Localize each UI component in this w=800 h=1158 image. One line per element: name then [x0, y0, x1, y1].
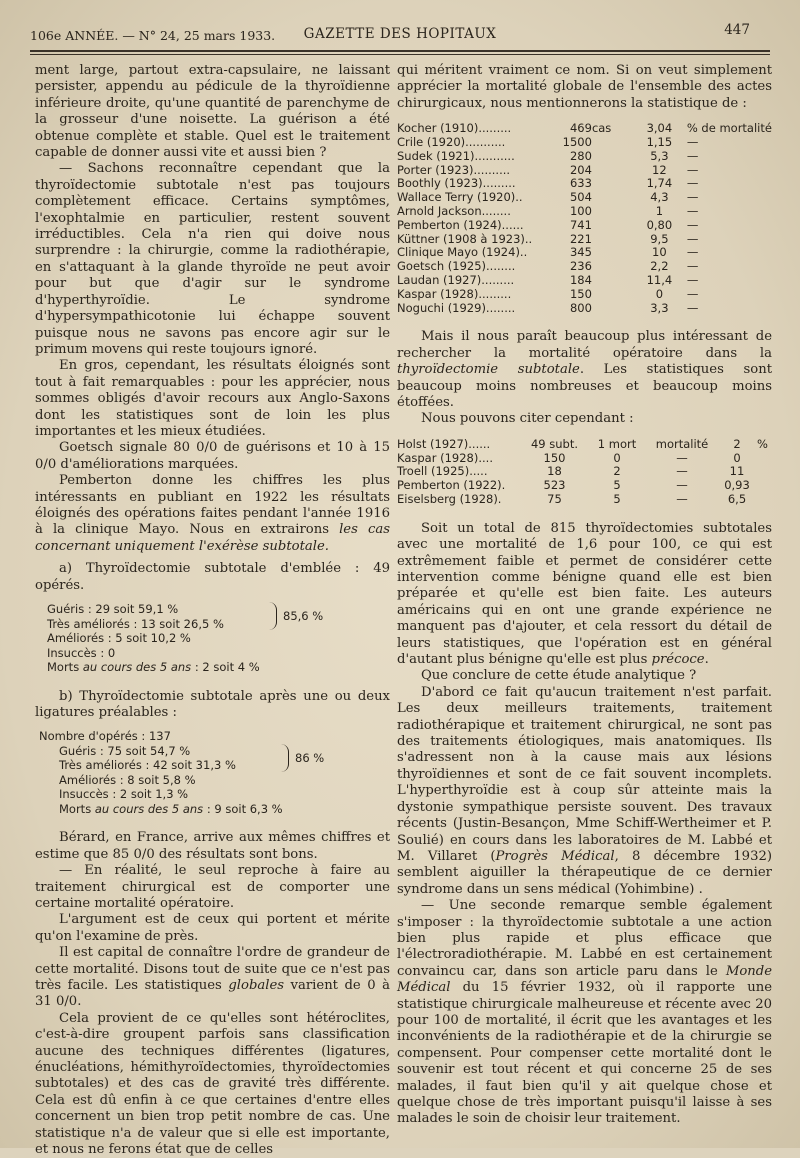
table-cell: cas: [591, 121, 612, 136]
paragraph: Nous pouvons citer cependant :: [421, 411, 634, 427]
paragraph: — En réalité, le seul reproche à faire au traitement chirurgical est de comporter une certaine mortalité opératoire.: [35, 863, 390, 911]
table-cell: —: [686, 217, 699, 232]
table-row: [397, 122, 772, 136]
table-cell: —: [676, 478, 688, 493]
table-cell: [592, 302, 632, 316]
table-cell: [757, 479, 772, 493]
table-cell: —: [686, 204, 699, 218]
paragraph: Cela provient de ce qu'elles sont hétéroclites, c'est-à-dire groupent parfois sans classification aucune des techniques différentes (ligatures, énucléations, hémithyroïdectomies, thyroïdectomies subtotales) et des cas de gravité très différente. Cela est dû enfin à ce que certaines d'entre elles concernent un bien trop petit nombre de cas. Une statistique n'a de valeur que si elle est importante, et nous ne ferons état que de celles: [35, 1010, 390, 1158]
stat-line: Morts au cours des 5 ans : 2 soit 4 %: [47, 660, 260, 674]
paragraph: Goetsch signale 80 0/0 de guérisons et 10 à 15 0/0 d'améliorations marquées.: [35, 440, 390, 472]
paragraph: En gros, cependant, les résultats éloignés sont tout à fait remarquables : pour les apprécier, nous sommes obligés d'avoir recours aux Anglo-Saxons dont les statistiques sont de loin les plus importantes et les mieux étudiées.: [35, 358, 390, 439]
table-cell: 9,5: [650, 231, 669, 246]
table-cell: [592, 246, 632, 260]
table-cell: —: [686, 286, 699, 301]
table-cell: —: [686, 231, 699, 246]
stat-line: Très améliorés : 13 soit 26,5 %: [47, 616, 224, 631]
table-cell: —: [686, 148, 699, 163]
table-cell: 2: [733, 436, 741, 451]
paragraph: Soit un total de 815 thyroïdectomies subtotales avec une mortalité de 1,6 pour 100, ce qui est extrêmement faible et permet de considérer cette intervention comme bénigne quand elle est bien préparée et qu'elle est bien faite. Les auteurs américains qui en ont une grande expérience ne manquent pas d'ajouter, et cela ressort du détail de leurs statistiques, que l'opération est en général d'autant plus bénigne qu'elle est plus précoce.: [397, 520, 772, 668]
paragraph: [35, 473, 390, 555]
table-cell: 523: [543, 478, 566, 493]
table-row: [397, 465, 772, 479]
table-cell: [592, 274, 632, 288]
table-cell: %: [757, 436, 768, 451]
table-cell: 11,4: [646, 272, 673, 287]
table-cell: mortalité: [655, 436, 709, 451]
table-cell: 741: [569, 217, 592, 232]
table-cell: 6,5: [727, 492, 747, 506]
table-cell: 5: [613, 478, 621, 493]
table-cell: —: [676, 464, 688, 479]
table-cell: 0,80: [646, 217, 673, 232]
table-cell: 11: [729, 464, 745, 479]
header-rule: [30, 50, 770, 52]
table-cell: [592, 205, 632, 219]
table-cell: [592, 136, 632, 150]
table-row: [397, 164, 772, 178]
table-row: [397, 288, 772, 302]
stat-line: Insuccès : 2 soit 1,3 %: [59, 787, 189, 802]
table-cell: —: [676, 492, 688, 506]
stat-line: Guéris : 29 soit 59,1 %: [47, 602, 179, 616]
table-cell: Boothly (1923).........: [397, 176, 516, 191]
mortality-table-global: [397, 122, 772, 315]
stat-line: Insuccès : 0: [47, 645, 116, 660]
table-cell: [592, 177, 632, 191]
brace-group: [59, 744, 390, 773]
table-cell: [757, 452, 772, 466]
stat-title-a: a) Thyroïdectomie subtotale d'emblée : 49 opérés.: [35, 561, 390, 593]
table-row: [397, 438, 772, 452]
table-cell: —: [686, 162, 699, 177]
table-cell: 1 mort: [597, 436, 637, 451]
table-cell: 800: [569, 300, 592, 315]
table-cell: Eiselsberg (1928).: [397, 492, 502, 506]
table-cell: Küttner (1908 à 1923)..: [397, 231, 533, 246]
table-row: [397, 136, 772, 150]
table-cell: 184: [569, 272, 592, 287]
page-header: [30, 22, 770, 48]
table-cell: Kocher (1910).........: [397, 121, 512, 136]
table-cell: 3,3: [650, 300, 669, 315]
table-cell: [592, 260, 632, 274]
table-cell: —: [686, 259, 699, 274]
table-cell: —: [686, 176, 699, 191]
table-cell: 0: [613, 450, 621, 465]
issue-line: 106e ANNÉE. — N° 24, 25 mars 1933.: [30, 28, 276, 43]
table-cell: Holst (1927)......: [397, 436, 491, 451]
table-cell: —: [686, 300, 699, 315]
table-row: [397, 233, 772, 247]
table-cell: Wallace Terry (1920)..: [397, 190, 523, 205]
stat-line: Améliorés : 8 soit 5,8 %: [59, 772, 196, 787]
stat-line: Améliorés : 5 soit 10,2 %: [47, 631, 191, 645]
table-cell: 4,3: [650, 190, 669, 205]
table-row: [397, 479, 772, 493]
table-cell: 0: [733, 450, 741, 465]
table-cell: 1,74: [646, 176, 673, 191]
stat-title-b: b) Thyroïdectomie subtotale après une ou deux ligatures préalables :: [35, 688, 390, 720]
table-row: [397, 177, 772, 191]
table-cell: Pemberton (1924)......: [397, 217, 524, 232]
table-cell: [592, 191, 632, 205]
paragraph: — Sachons reconnaître cependant que la thyroïdectomie subtotale n'est pas toujours complètement efficace. Certains symptômes, l'exophtalmie en particulier, restent souvent irréductibles. Cela n'a rien qui doive nous surprendre : la chirurgie, comme la radiothérapie, en s'attaquant à la glande thyroïde ne peut avoir pour but que d'agir sur le syndrome d'hyperthyroïdie. Le syndrome d'hypersympathicotonie lui échappe souvent puisque nous ne savons pas encore agir sur le primum movens qui reste toujours ignoré.: [35, 161, 390, 357]
table-cell: 5,3: [650, 148, 669, 163]
table-cell: 0: [655, 286, 664, 301]
stat-line: Morts au cours des 5 ans : 9 soit 6,3 %: [59, 801, 283, 816]
table-row: [397, 246, 772, 260]
table-cell: —: [686, 272, 699, 287]
table-row: [397, 493, 772, 507]
table-row: [397, 274, 772, 288]
table-cell: Arnold Jackson........: [397, 204, 511, 218]
table-cell: [592, 164, 632, 178]
table-cell: 150: [543, 450, 566, 465]
stat-line: Très améliorés : 42 soit 31,3 %: [59, 758, 236, 773]
table-cell: 633: [569, 176, 592, 191]
paragraph: — Une seconde remarque semble également s'imposer : la thyroïdectomie subtotale a une action bien plus rapide et plus efficace que l'électroradiothérapie. M. Labbé en est certainement convaincu car, dans son article paru dans le Monde Médical du 15 février 1932, où il rapporte une statistique chirurgicale malheureuse et récente avec 20 pour 100 de mortalité, il écrit que les avantages et les inconvénients de la radiothérapie et de la chirurgie se compensent. Pour compenser cette mortalité dont le souvenir est tout récent et qui concerne 25 de ses malades, il faut bien qu'il y ait quelque chose et quelque chose de très important puisqu'il laisse à ses malades le soin de choisir leur traitement.: [397, 898, 772, 1127]
table-cell: Clinique Mayo (1924)..: [397, 245, 528, 260]
table-cell: 1: [655, 204, 664, 218]
brace-total: 85,6 %: [283, 609, 324, 623]
brace-mark: [269, 602, 277, 630]
paragraph: D'abord ce fait qu'aucun traitement n'est parfait. Les deux meilleurs traitements, traitement radiothérapique et traitement chirurgical, ne sont pas des traitements étiologiques, mais anatomiques. Ils s'adressent non à la cause mais aux lésions thyroïdiennes et sont de ce fait souvent incomplets. L'hyperthyroïdie est à coup sûr atteinte mais la dystonie sympathique persiste souvent. Des travaux récents (Justin-Besançon, Mme Schiff-Wertheimer et P. Soulié) en cours dans les laboratoires de M. Labbé et M. Villaret (Progrès Médical, 8 décembre 1932) semblent aiguiller la thérapeutique de ce dernier syndrome dans un sens médical (Yohimbine) .: [397, 684, 772, 897]
table-row: [397, 191, 772, 205]
stat-block-b: [39, 729, 390, 816]
table-row: [397, 205, 772, 219]
table-cell: —: [686, 135, 699, 150]
brace-group: [47, 602, 390, 631]
table-cell: Porter (1923)..........: [397, 162, 511, 177]
paragraph: Bérard, en France, arrive aux mêmes chiffres et estime que 85 0/0 des résultats sont bons.: [35, 830, 390, 862]
table-cell: 2: [613, 464, 621, 479]
table-cell: 1,15: [646, 135, 673, 150]
table-cell: 100: [569, 204, 592, 218]
table-cell: Pemberton (1922).: [397, 478, 506, 493]
table-cell: 221: [569, 231, 592, 246]
table-cell: 12: [652, 162, 667, 177]
table-cell: [592, 219, 632, 233]
table-cell: —: [676, 450, 688, 465]
table-cell: Kaspar (1928).........: [397, 286, 512, 301]
table-cell: Noguchi (1929)........: [397, 300, 516, 315]
table-cell: —: [686, 245, 699, 260]
text: Pemberton donne les chiffres les plus intéressants en publiant en 1922 les résultats éloignés des opérations faites pendant l'année 1916 à la clinique Mayo. Nous en extrairons: [35, 473, 390, 538]
table-cell: 49 subt.: [530, 436, 579, 451]
italic-text: les cas concernant uniquement l'exérèse subtotale.: [35, 522, 390, 554]
stat-line: Guéris : 75 soit 54,7 %: [59, 743, 191, 758]
left-column: [35, 63, 390, 1158]
table-cell: 5: [613, 492, 621, 506]
table-cell: [757, 465, 772, 479]
paragraph: ment large, partout extra-capsulaire, ne laissant persister, appendu au pédicule de la thyroïdienne inférieure droite, qu'une quantité de parenchyme de la grosseur d'une noisette. La guérison a été obtenue complète et stable. Quel est le traitement capable de donner aussi vite et aussi bien ?: [35, 63, 390, 161]
table-cell: 280: [569, 148, 592, 163]
table-cell: 204: [569, 162, 592, 177]
page-number: 447: [724, 22, 750, 38]
table-cell: Laudan (1927).........: [397, 272, 515, 287]
stat-line: Nombre d'opérés : 137: [39, 729, 171, 744]
table-cell: % de mortalité: [686, 121, 772, 136]
table-cell: Sudek (1921)...........: [397, 148, 515, 163]
table-cell: 504: [569, 190, 592, 205]
table-cell: 469: [569, 121, 592, 136]
stat-block-a: [47, 602, 390, 675]
paragraph: Il est capital de connaître l'ordre de grandeur de cette mortalité. Disons tout de suite que ce n'est pas très facile. Les statistiques globales varient de 0 à 31 0/0.: [35, 945, 391, 1010]
table-row: [397, 219, 772, 233]
table-cell: 1500: [562, 135, 592, 150]
table-row: [397, 260, 772, 274]
table-cell: [592, 288, 632, 302]
table-cell: 345: [569, 245, 592, 260]
table-cell: 0,93: [724, 478, 750, 493]
table-row: [397, 452, 772, 466]
mortality-table-subtotal: [397, 438, 772, 507]
table-cell: 150: [569, 286, 592, 301]
table-cell: Crile (1920)...........: [397, 135, 506, 150]
table-cell: [592, 150, 632, 164]
header-rule-thin: [30, 54, 770, 55]
table-cell: 18: [547, 464, 562, 479]
table-cell: 3,04: [646, 121, 673, 136]
table-cell: 75: [547, 492, 562, 506]
table-cell: Troell (1925).....: [397, 464, 488, 479]
table-cell: 236: [569, 259, 592, 274]
journal-title: GAZETTE DES HOPITAUX: [303, 26, 497, 42]
table-cell: 2,2: [650, 259, 669, 274]
table-cell: 10: [652, 245, 667, 260]
brace-mark: [281, 744, 289, 772]
paragraph: Mais il nous paraît beaucoup plus intéressant de rechercher la mortalité opératoire dans la thyroïdectomie subtotale. Les statistiques sont beaucoup moins nombreuses et beaucoup moins étoffées.: [397, 329, 772, 410]
paragraph: L'argument est de ceux qui portent et mérite qu'on l'examine de près.: [35, 912, 390, 944]
table-cell: Kaspar (1928)....: [397, 450, 493, 465]
table-cell: [592, 233, 632, 247]
table-row: [397, 150, 772, 164]
table-row: [397, 302, 772, 316]
table-cell: [757, 493, 772, 507]
table-cell: —: [686, 190, 699, 205]
paragraph: qui méritent vraiment ce nom. Si on veut simplement apprécier la mortalité globale de l'ensemble des actes chirurgicaux, nous mentionnerons la statistique de :: [397, 63, 772, 111]
table-cell: Goetsch (1925)........: [397, 259, 516, 274]
paragraph: Que conclure de cette étude analytique ?: [421, 668, 697, 684]
right-column: [397, 63, 772, 1128]
brace-total: 86 %: [295, 750, 325, 765]
